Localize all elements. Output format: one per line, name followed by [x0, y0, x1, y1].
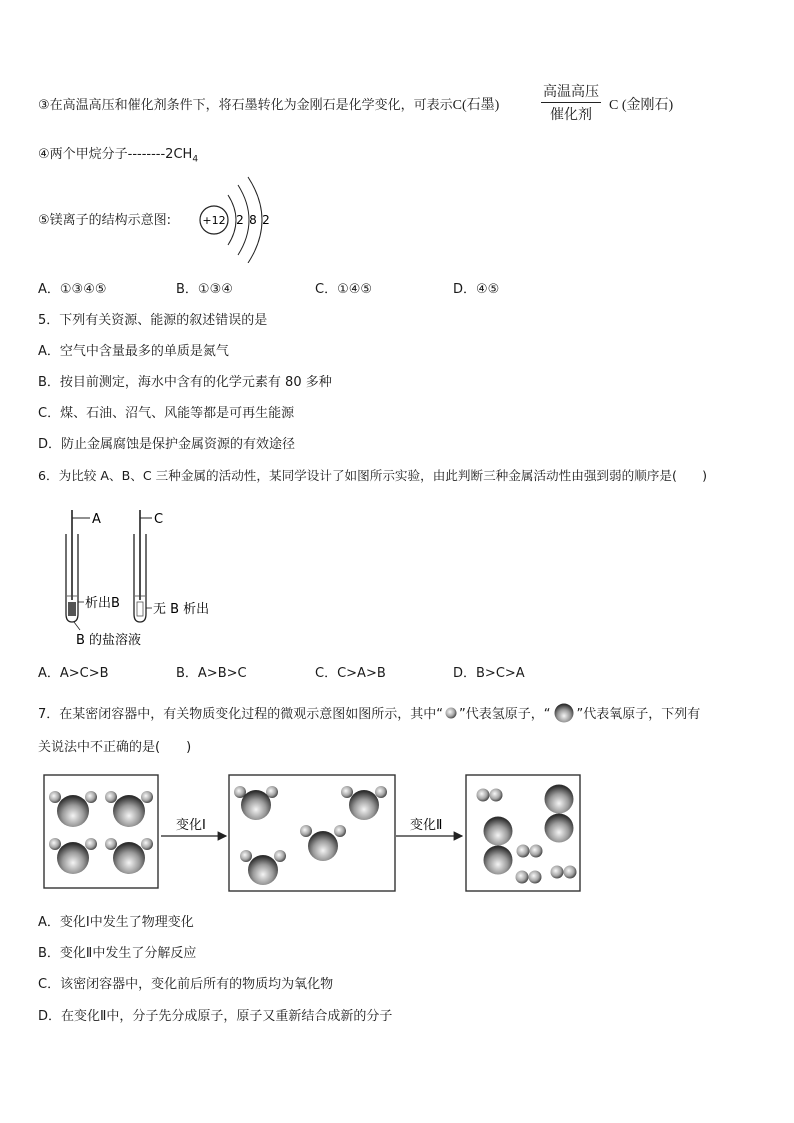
- oxygen-atom-icon: [551, 702, 577, 724]
- tube-a-label: A: [92, 512, 101, 527]
- q7-stem-part2: ”代表氢原子，“: [459, 707, 551, 722]
- condition-bottom: 催化剂: [550, 107, 592, 123]
- q6-option-a[interactable]: A．A>C>B: [38, 666, 109, 681]
- change-2-label: 变化Ⅱ: [410, 818, 443, 833]
- q4-item5: ⑤镁离子的结构示意图:: [38, 213, 172, 228]
- shell-3-count: 2: [262, 213, 270, 227]
- q7-stem-part1: 7．在某密闭容器中，有关物质变化过程的微观示意图如图所示，其中“: [38, 707, 444, 722]
- q7-option-c[interactable]: C．该密闭容器中，变化前后所有的物质均为氧化物: [38, 977, 334, 992]
- q5-option-c[interactable]: C．煤、石油、沼气、风能等都是可再生能源: [38, 406, 295, 421]
- magnesium-ion-diagram: [196, 173, 286, 263]
- q4-item3-text: ③在高温高压和催化剂条件下，将石墨转化为金刚石是化学变化，可表示: [38, 98, 453, 113]
- microscopic-process-diagram: [0, 770, 794, 900]
- state-box-1: [44, 775, 158, 888]
- precipitate-label: 析出B: [85, 596, 120, 611]
- q5-stem: 5．下列有关资源、能源的叙述错误的是: [38, 313, 268, 328]
- q7-option-d[interactable]: D．在变化Ⅱ中，分子先分成原子，原子又重新结合成新的分子: [38, 1009, 393, 1024]
- q4-item4-text: ④两个甲烷分子--------2CH: [38, 147, 193, 162]
- q4-item4: [38, 146, 198, 169]
- electron-shell-1: [228, 195, 236, 245]
- q6-option-c[interactable]: C．C>A>B: [315, 666, 386, 681]
- test-tube-experiment: [52, 506, 232, 652]
- q7-option-b[interactable]: B．变化Ⅱ中发生了分解反应: [38, 946, 197, 961]
- q5-option-b[interactable]: B．按目前测定，海水中含有的化学元素有 80 多种: [38, 375, 332, 390]
- change-1-label: 变化Ⅰ: [176, 818, 206, 833]
- q7-stem-line2: 关说法中不正确的是( ): [38, 740, 192, 755]
- q6-option-b[interactable]: B．A>B>C: [176, 666, 247, 681]
- q4-option-c[interactable]: C．①④⑤: [315, 282, 373, 297]
- pointer-solution: [74, 622, 80, 630]
- q4-item4-subscript: 4: [192, 154, 199, 165]
- condition-top: 高温高压: [543, 84, 599, 100]
- reaction-arrow-bar: [541, 102, 601, 103]
- shell-2-count: 8: [249, 213, 257, 227]
- q6-option-d[interactable]: D．B>C>A: [453, 666, 525, 681]
- no-precipitate-label: 无 B 析出: [153, 602, 210, 617]
- q7-stem-part3: ”代表氧原子，下列有: [576, 707, 701, 722]
- q7-stem-line1: [38, 702, 700, 724]
- q5-option-d[interactable]: D．防止金属腐蚀是保护金属资源的有效途径: [38, 437, 296, 452]
- q4-option-b[interactable]: B．①③④: [176, 282, 233, 297]
- q7-option-a[interactable]: A．变化Ⅰ中发生了物理变化: [38, 915, 194, 930]
- tube-c-label: C: [154, 512, 164, 527]
- precipitate-a: [68, 602, 76, 616]
- reaction-condition: [541, 81, 601, 124]
- q6-stem: 6．为比较 A、B、C 三种金属的活动性，某同学设计了如图所示实验，由此判断三种金属活动性由强到弱的顺序是( ): [38, 468, 707, 483]
- metal-c-in-solution: [137, 602, 143, 616]
- q4-option-d[interactable]: D．④⑤: [453, 282, 500, 297]
- solution-label: B 的盐溶液: [76, 633, 142, 648]
- q4-option-a[interactable]: A．①③④⑤: [38, 282, 107, 297]
- q4-item3-right: C (金刚石): [609, 98, 674, 113]
- q4-item3: [38, 97, 499, 115]
- hydrogen-atom-icon: [443, 706, 459, 720]
- q5-option-a[interactable]: A．空气中含量最多的单质是氮气: [38, 344, 229, 359]
- nucleus-charge: +12: [202, 214, 226, 227]
- q4-item3-left: C(石墨): [452, 98, 500, 113]
- shell-1-count: 2: [236, 213, 244, 227]
